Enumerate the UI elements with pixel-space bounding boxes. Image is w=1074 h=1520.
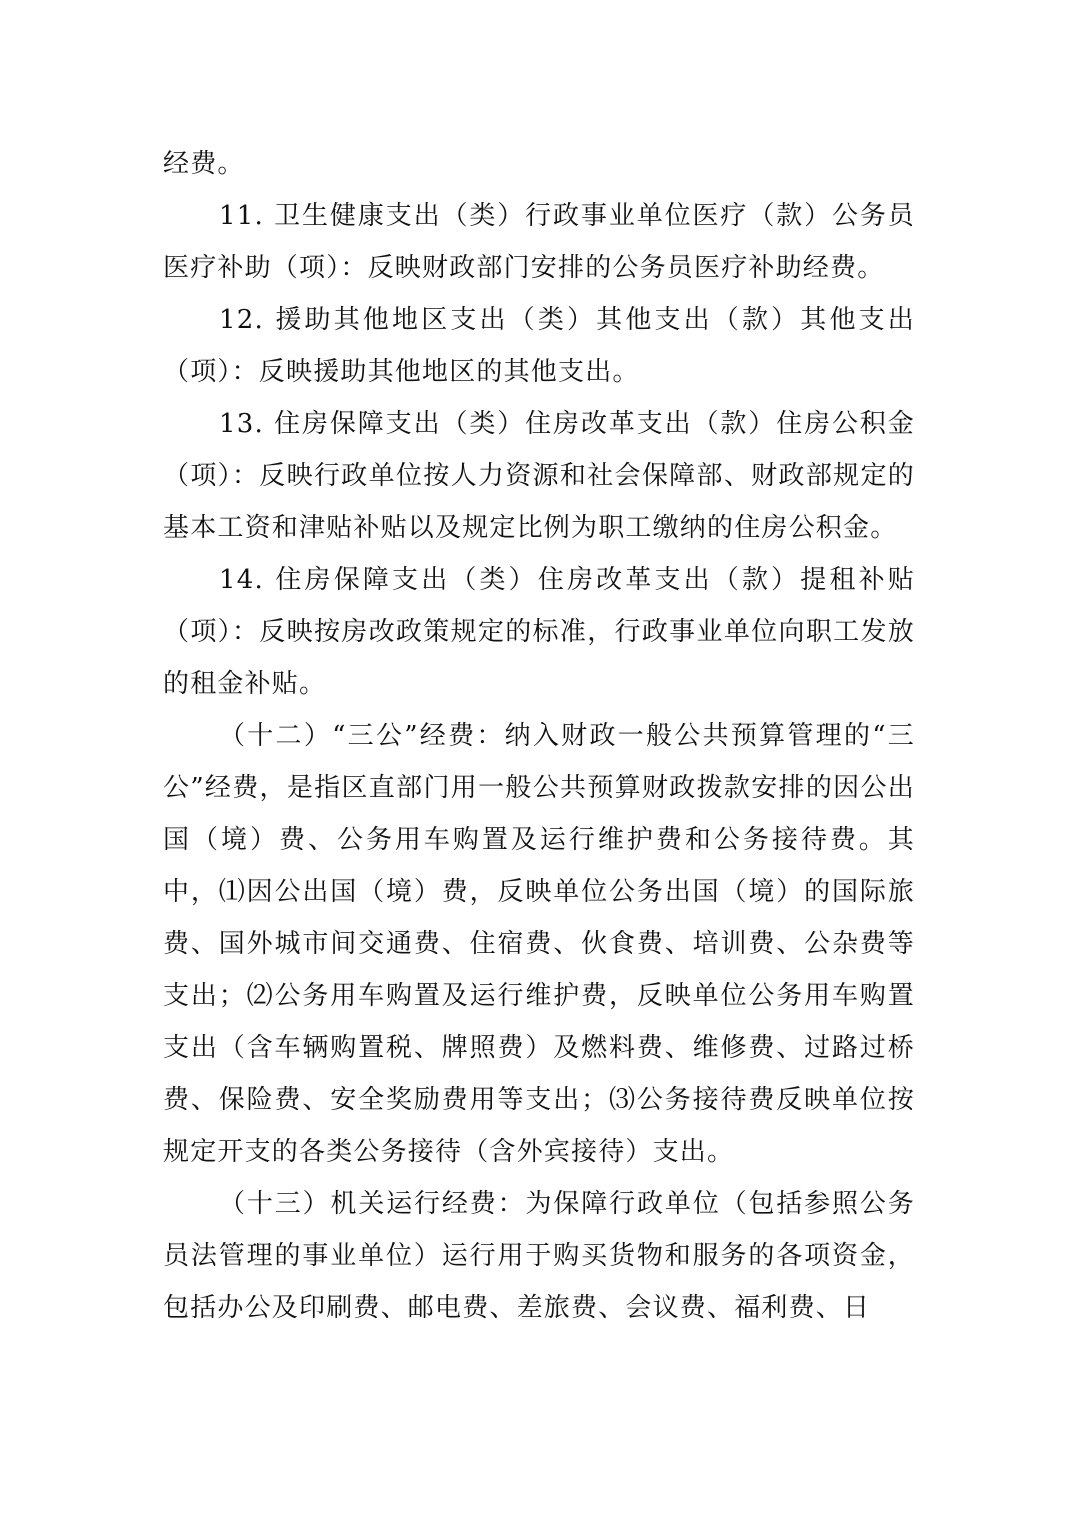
- paragraph-item-13: 13. 住房保障支出（类）住房改革支出（款）住房公积金（项）：反映行政单位按人力资源和社会保障部、财政部规定的基本工资和津贴补贴以及规定比例为职工缴纳的住房公积金。: [163, 409, 915, 543]
- paragraph-operating-expenses: （十三）机关运行经费：为保障行政单位（包括参照公务员法管理的事业单位）运行用于购买货物和服务的各项资金，包括办公及印刷费、邮电费、差旅费、会议费、福利费、日: [163, 1189, 915, 1323]
- paragraph-item-12: 12. 援助其他地区支出（类）其他支出（款）其他支出（项）：反映援助其他地区的其他支出。: [163, 305, 915, 387]
- paragraph-continuation: 经费。: [163, 149, 245, 179]
- paragraph-sangong-expenses: （十二）“三公”经费：纳入财政一般公共预算管理的“三公”经费，是指区直部门用一般公共预算财政拨款安排的因公出国（境）费、公务用车购置及运行维护费和公务接待费。其中，⑴因公出国（境）费，反映单位公务出国（境）的国际旅费、国外城市间交通费、住宿费、伙食费、培训费、公杂费等支出；⑵公务用车购置及运行维护费，反映单位公务用车购置支出（含车辆购置税、牌照费）及燃料费、维修费、过路过桥费、保险费、安全奖励费用等支出；⑶公务接待费反映单位按规定开支的各类公务接待（含外宾接待）支出。: [163, 721, 915, 1167]
- body-text: [163, 138, 915, 1334]
- paragraph-item-11: 11. 卫生健康支出（类）行政事业单位医疗（款）公务员医疗补助（项）：反映财政部门安排的公务员医疗补助经费。: [163, 201, 915, 283]
- paragraph-item-14: 14. 住房保障支出（类）住房改革支出（款）提租补贴（项）：反映按房改政策规定的标准，行政事业单位向职工发放的租金补贴。: [163, 565, 915, 699]
